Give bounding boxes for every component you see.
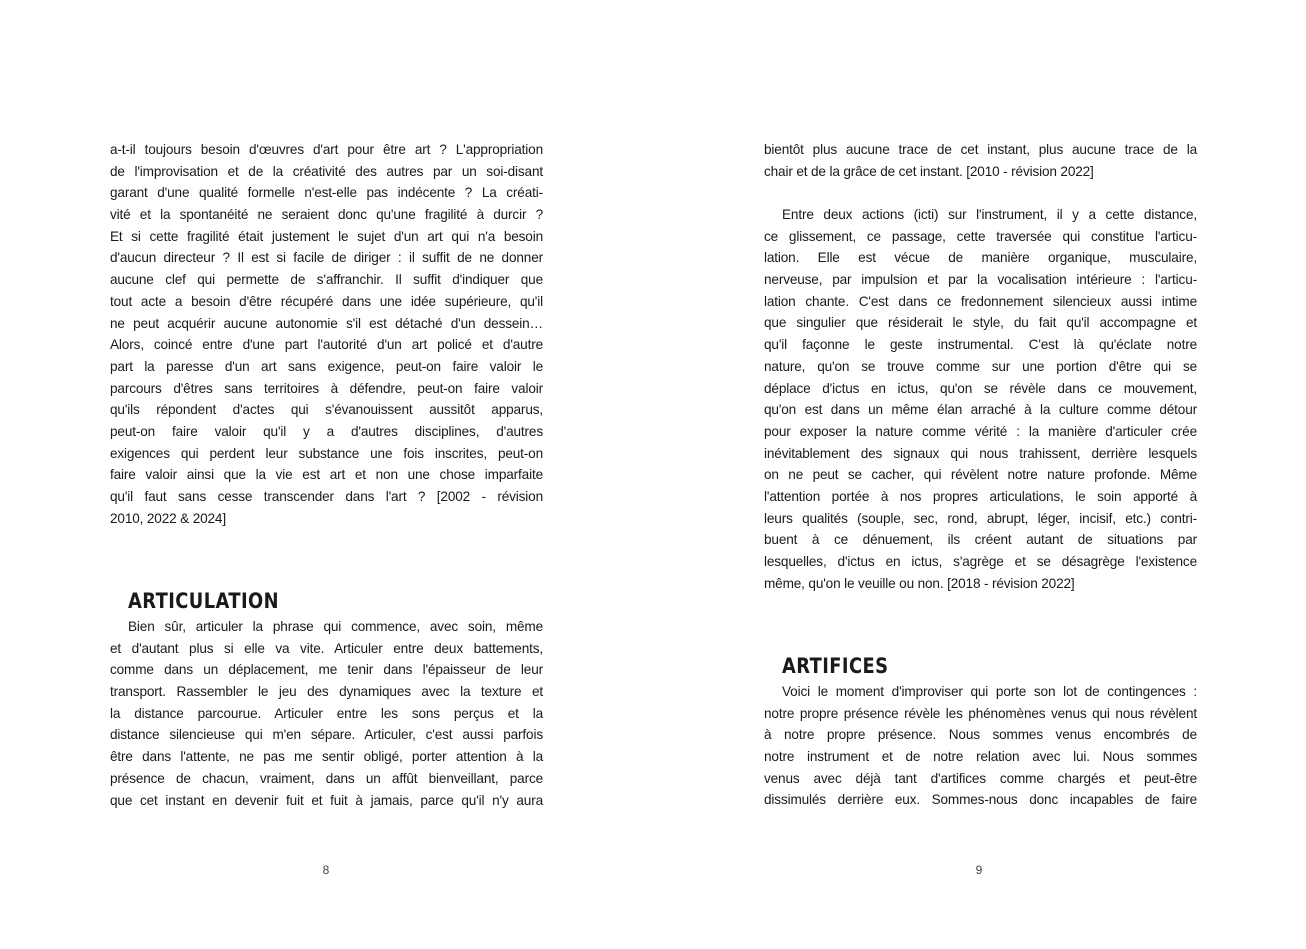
text-line: faire valoir ainsi que la vie est art et non une chose imparfaite	[110, 467, 543, 483]
text-line: transport. Rassembler le jeu des dynamiques avec la texture et	[110, 684, 543, 700]
text-line: lation. Elle est vécue de manière organique, musculaire,	[764, 250, 1197, 266]
text-line: Bien sûr, articuler la phrase qui commence, avec soin, même	[128, 619, 543, 634]
text-line: 2010, 2022 & 2024]	[110, 510, 226, 526]
text-line: lation chante. C'est dans ce fredonnement silencieux aussi intime	[764, 293, 1197, 309]
text-line: l'attention portée à nos propres articulations, le soin apporté à	[764, 488, 1197, 504]
text-line: déplace d'ictus en ictus, qu'on se révèle dans ce mouvement,	[764, 380, 1197, 396]
text-line: ce glissement, ce passage, cette traversée qui constitue l'articu-	[764, 228, 1197, 244]
paragraph	[764, 139, 1197, 182]
text-line: d'aucun directeur ? Il est si facile de diriger : il suffit de ne donner	[110, 250, 543, 266]
text-line: qu'on est dans un même élan arraché à la culture comme détour	[764, 402, 1197, 418]
text-line: Entre deux actions (icti) sur l'instrument, il y a cette distance,	[782, 207, 1197, 222]
text-line: que cet instant en devenir fuit et fuit à jamais, parce qu'il n'y aura	[110, 792, 543, 808]
text-line: a-t-il toujours besoin d'œuvres d'art pour être art ? L'appropriation	[110, 142, 543, 157]
text-line: venus avec déjà tant d'artifices comme chargés et peut-être	[764, 770, 1197, 786]
text-line: buent à ce dénuement, ils créent autant de situations par	[764, 532, 1197, 548]
text-line: Et si cette fragilité était justement le sujet d'un art qui n'a besoin	[110, 228, 543, 244]
section-heading: ARTIFICES	[782, 654, 889, 678]
text-line: qu'ils répondent d'actes qui s'évanouissent aussitôt apparus,	[110, 402, 543, 418]
text-line: nerveuse, par impulsion et par la vocalisation intérieure : l'articu-	[764, 272, 1197, 288]
text-line: exigences qui perdent leur substance une fois inscrites, peut-on	[110, 445, 543, 461]
section-heading: ARTICULATION	[128, 589, 280, 613]
text-line: pour exposer la nature comme vérité : la manière d'articuler crée	[764, 423, 1197, 439]
page-number: 8	[322, 863, 330, 877]
text-line: garant d'une qualité formelle n'est-elle pas indécente ? La créati-	[110, 185, 543, 201]
text-line: et d'autant plus si elle va vite. Articuler entre deux battements,	[110, 640, 543, 656]
paragraph	[764, 204, 1197, 594]
paragraph	[110, 139, 543, 529]
paragraph	[764, 681, 1197, 811]
text-line: leurs qualités (souple, sec, rond, abrupt, léger, incisif, etc.) contri-	[764, 510, 1197, 526]
text-line: bientôt plus aucune trace de cet instant, plus aucune trace de la	[764, 142, 1197, 157]
text-line: comme dans un déplacement, me tenir dans l'épaisseur de leur	[110, 662, 543, 678]
text-line: on ne peut se cacher, qui révèlent notre nature profonde. Même	[764, 467, 1197, 483]
text-line: notre propre présence révèle les phénomènes venus qui nous révèlent	[764, 705, 1197, 721]
text-line: part la paresse d'un art sans exigence, peut-on faire valoir le	[110, 358, 543, 374]
text-line: ne peut acquérir aucune autonomie s'il est détaché d'un dessein…	[110, 315, 543, 331]
text-line: que singulier que résiderait le style, du fait qu'il accompagne et	[764, 315, 1197, 331]
text-line: parcours d'êtres sans territoires à défendre, peut-on faire valoir	[110, 380, 543, 396]
text-line: lesquelles, d'ictus en ictus, s'agrège et se désagrège l'existence	[764, 554, 1197, 569]
text-line: Voici le moment d'improviser qui porte son lot de contingences :	[782, 684, 1197, 699]
text-line: même, qu'on le veuille ou non. [2018 - révision 2022]	[764, 575, 1075, 591]
text-line: à notre propre présence. Nous sommes venus encombrés de	[764, 727, 1197, 743]
paragraph	[110, 616, 543, 811]
text-line: être dans l'attente, ne pas me sentir obligé, porter attention à la	[110, 749, 543, 765]
text-line: aucune clef qui permette de s'affranchir. Il suffit d'indiquer que	[110, 272, 543, 288]
text-line: inévitablement des signaux qui nous trahissent, derrière lesquels	[764, 445, 1197, 461]
text-line: notre instrument et de notre relation avec lui. Nous sommes	[764, 749, 1197, 765]
text-line: peut-on faire valoir qu'il y a d'autres disciplines, d'autres	[110, 423, 543, 439]
page-number: 9	[975, 863, 983, 877]
text-line: Alors, coincé entre d'une part l'autorité d'un art policé et d'autre	[110, 337, 543, 353]
text-line: nature, qu'on se trouve comme sur une portion d'être qui se	[764, 358, 1197, 374]
text-line: présence de chacun, vraiment, dans un affût bienveillant, parce	[110, 770, 543, 786]
text-line: tout acte a besoin d'être récupéré dans une idée supérieure, qu'il	[110, 293, 543, 309]
text-line: dissimulés derrière eux. Sommes-nous donc incapables de faire	[764, 792, 1197, 808]
text-line: la distance parcourue. Articuler entre les sons perçus et la	[110, 705, 543, 721]
right-page	[653, 0, 1306, 949]
text-line: distance silencieuse qui m'en sépare. Articuler, c'est aussi parfois	[110, 727, 543, 743]
text-line: qu'il façonne le geste instrumental. C'est là qu'éclate notre	[764, 337, 1197, 353]
text-line: de l'improvisation et de la créativité des autres par un soi-disant	[110, 163, 543, 179]
text-line: qu'il faut sans cesse transcender dans l'art ? [2002 - révision	[110, 489, 543, 504]
text-line: chair et de la grâce de cet instant. [2010 - révision 2022]	[764, 163, 1094, 179]
text-line: vité et la spontanéité ne seraient donc qu'une fragilité à durcir ?	[110, 207, 543, 223]
